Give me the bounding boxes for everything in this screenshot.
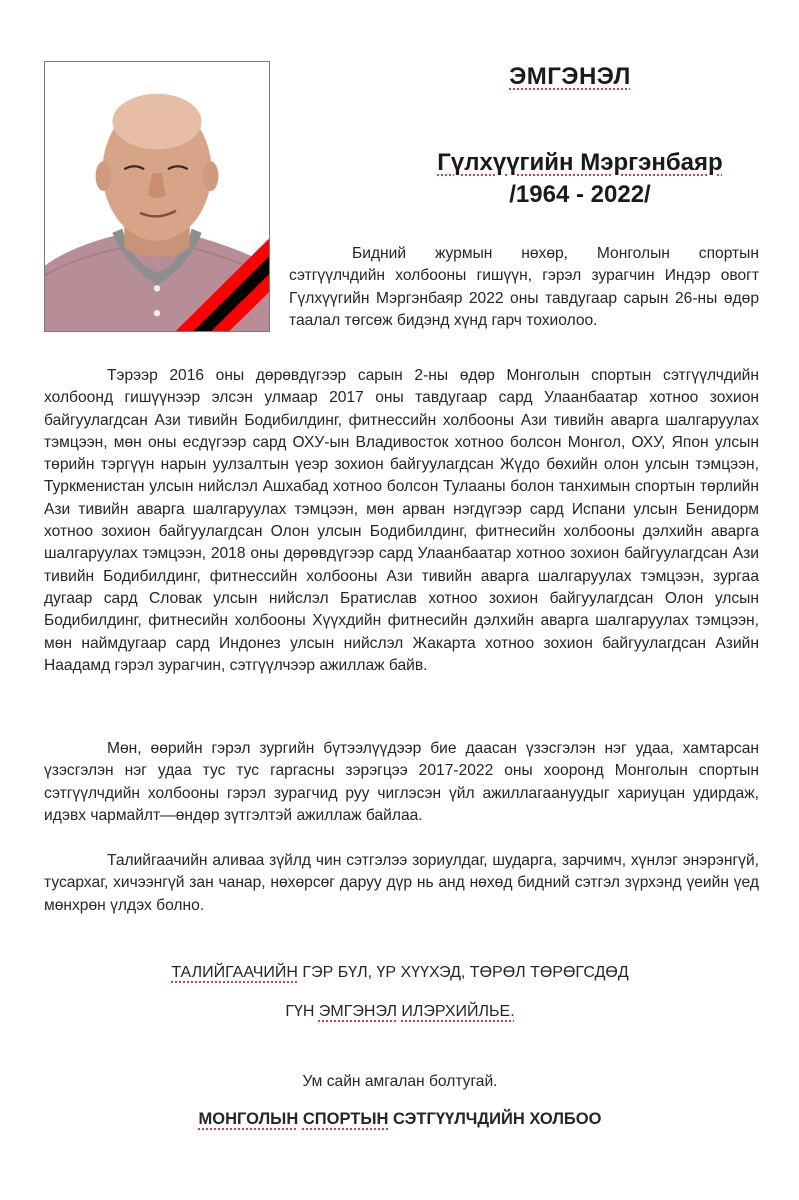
deceased-name-text: Гүлхүүгийн Мэргэнбаяр [437, 149, 723, 176]
organization-word: МОНГОЛЫН [198, 1110, 299, 1128]
organization-word: СПОРТЫН [302, 1110, 389, 1128]
deceased-name [380, 148, 780, 178]
condolence-text: ГҮН [285, 1003, 319, 1020]
paragraph-career: Тэрээр 2016 оны дөрөвдүгээр сарын 2-ны өдөр Монголын спортын сэтгүүлчдийн холбоонд гишүүнээр элсэн улмаар 2017 оны тавдугаар сард Улаанбаатар хотноо зохион байгуулагдсан Ази тивийн Бодибилдинг, фитнессийн холбооны Ази тивийн аварга шалгаруулах тэмцээн, мөн оны есдүгээр сард ОХУ-ын Владивосток хотноо болсон Монгол, ОХУ, Япон улсын төрийн тэргүүн нарын уулзалтын үеэр зохион байгуулагдсан Жүдо бөхийн олон улсын тэмцээн, Туркменистан улсын нийслэл Ашхабад хотноо болсон Тулааны болон танхимын спортын төрлийн Ази тивийн аварга шалгаруулах тэмцээн, мөн арван нэгдүгээр сард Испани улсын Бенидорм хотноо зохион байгуулагдсан Олон улсын Бодибилдинг, фитнесийн холбооны дэлхийн аварга шалгаруулах тэмцээн, 2018 оны дөрөвдүгээр сард Улаанбаатар хотноо зохион байгуулагдсан Ази тивийн Бодибилдинг, фитнессийн холбооны Ази тивийн аварга шалгаруулах тэмцээн, зургаа дугаар сард Словак улсын нийслэл Братислав хотноо зохион байгуулагдсан Олон улсын Бодибилдинг, фитнесийн холбооны Хүүхдийн фитнесийн дэлхийн аварга шалгаруулах тэмцээн, мөн наймдугаар сард Индонез улсын нийслэл Жакарта хотноо зохион байгуулагдсан Азийн Наадамд гэрэл зурагчин, сэтгүүлчээр ажиллаж байв. [44, 367, 759, 674]
paragraph-tribute: Талийгаачийн аливаа зүйлд чин сэтгэлээ зориулдаг, шударга, зарчимч, хүнлэг энэрэнгүй, тусархаг, хичээнгүй зан чанар, нөхөрсөг даруу дүр нь анд нөхөд бидний сэтгэл зүрхэнд үеийн үед мөнхрөн үлдэх болно. [44, 852, 759, 914]
organization-signature [60, 1110, 740, 1129]
condolence-line-1 [60, 964, 740, 982]
title-text: ЭМГЭНЭЛ [509, 63, 631, 90]
condolence-word: ИЛЭРХИЙЛЬЕ. [401, 1003, 515, 1020]
paragraph-intro: Бидний журмын нөхөр, Монголын спортын сэтгүүлчдийн холбооны гишүүн, гэрэл зурагчин Индэр овогт Гүлхүүгийн Мэргэнбаяр 2022 оны тавдугаар сарын 26-ны өдөр таалал төгсөж бидэнд хүнд гарч тохиолоо. [289, 245, 759, 329]
condolence-word: ЭМГЭНЭЛ [318, 1003, 397, 1020]
page-title [420, 63, 720, 91]
life-years: /1964 - 2022/ [509, 181, 651, 208]
condolence-text: ГЭР БҮЛ, ҮР ХҮҮХЭД, ТӨРӨЛ ТӨРӨГСДӨД [297, 964, 629, 981]
organization-text: СЭТГҮҮЛЧДИЙН ХОЛБОО [388, 1110, 602, 1128]
portrait-photo [44, 61, 270, 332]
condolence-word: ТАЛИЙГААЧИЙН [171, 964, 298, 981]
portrait-photo-icon [45, 62, 269, 331]
closing-wish: Ум сайн амгалан болтугай. [302, 1073, 498, 1090]
paragraph-exhibitions: Мөн, өөрийн гэрэл зургийн бүтээлүүдээр бие даасан үзэсгэлэн нэг удаа, хамтарсан үзэсгэлэн нэг удаа тус тус гаргасны зэрэгцээ 2017-2022 оны хооронд Монголын спортын сэтгүүлчдийн холбооны гэрэл зурагчид руу чиглэсэн үйл ажиллагаануудыг хариуцан удирдаж, идэвх чармайлт—өндөр зүтгэлтэй ажиллаж байлаа. [44, 740, 759, 824]
condolence-line-2 [60, 1003, 740, 1021]
